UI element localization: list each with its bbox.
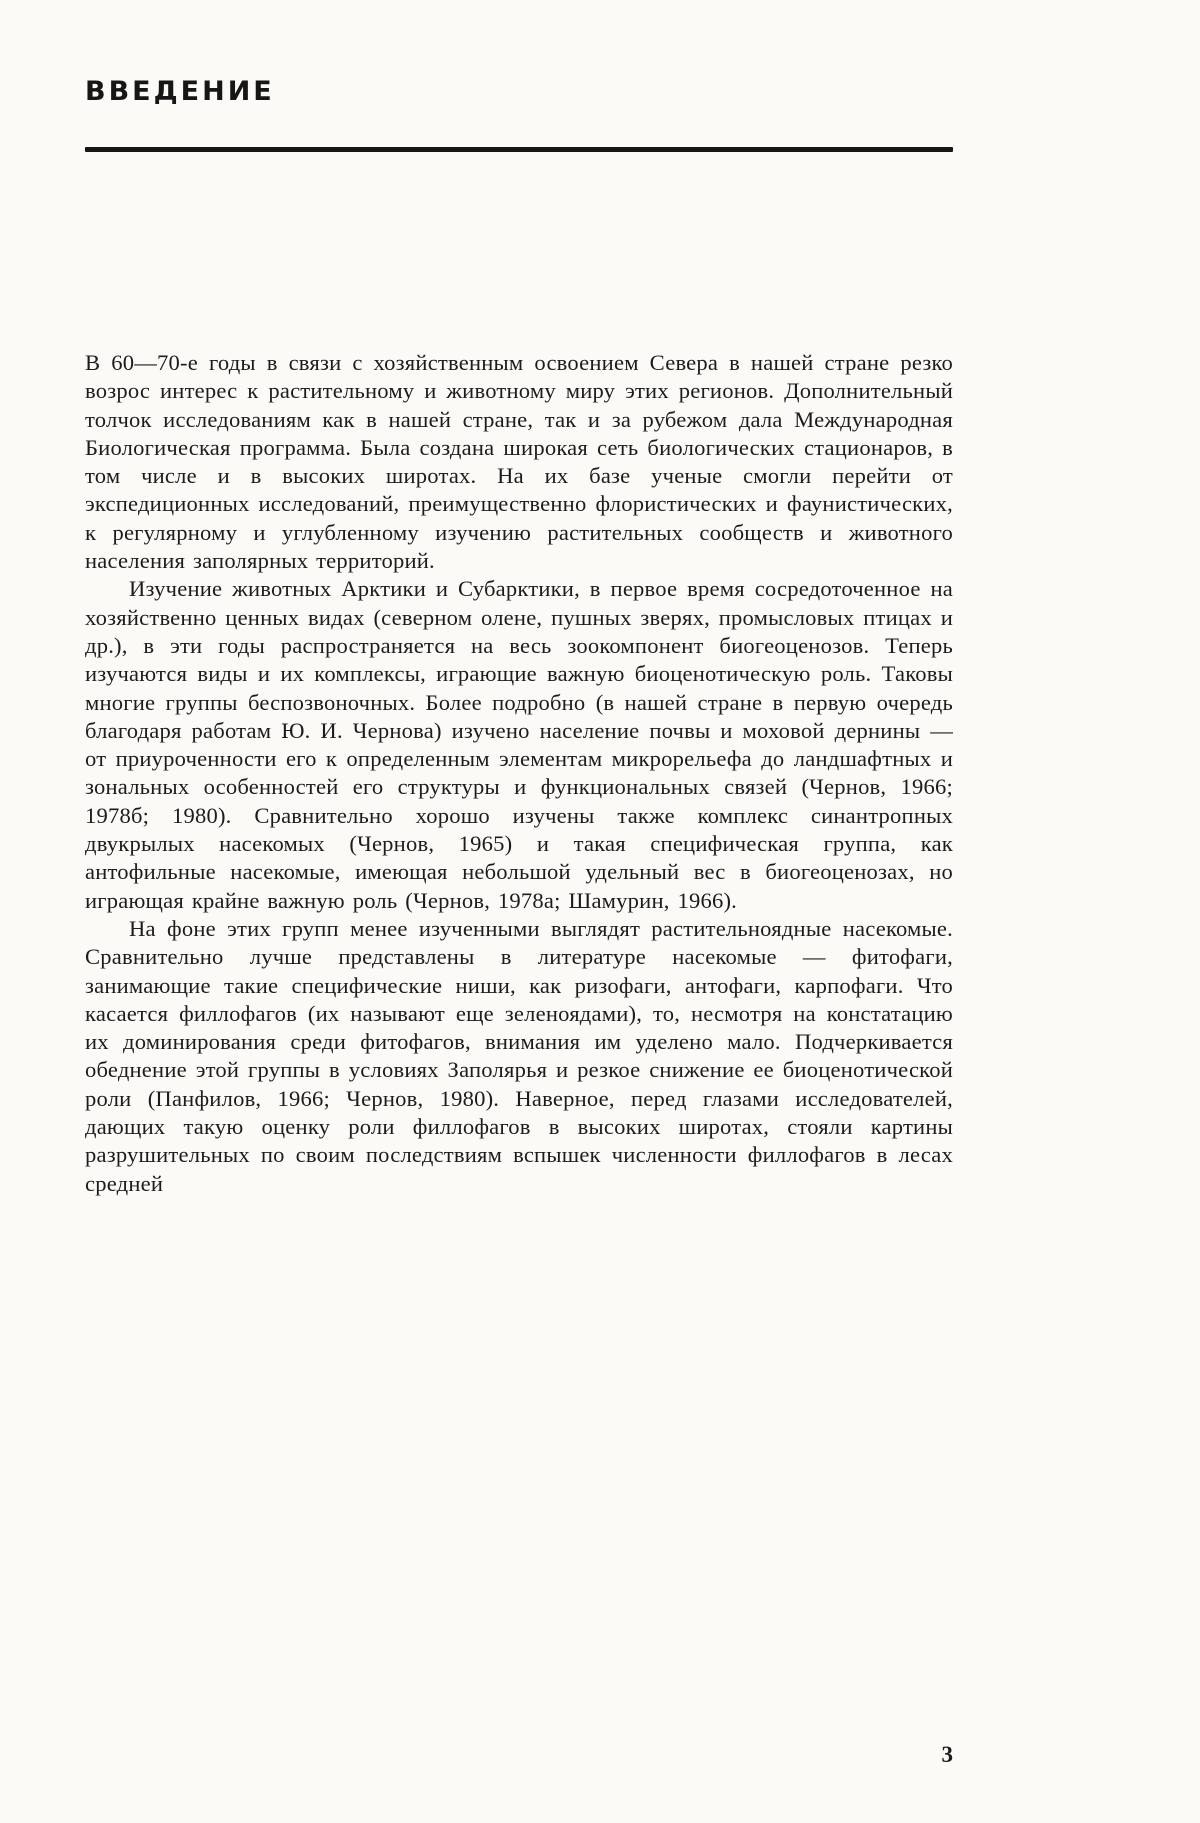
paragraph-3: На фоне этих групп менее изученными выглядят растительноядные насекомые. Сравнительно лучше представлены в литературе насекомые — фитофаги, занимающие такие специфические ниши, как ризофаги, антофаги, карпофаги. Что касается филлофагов (их называют еще зеленоядами), то, несмотря на констатацию их доминирования среди фитофагов, внимания им уделено мало. Подчеркивается обеднение этой группы в условиях Заполярья и резкое снижение ее биоценотической роли (Панфилов, 1966; Чернов, 1980). Наверное, перед глазами исследователей, дающих такую оценку роли филлофагов в высоких широтах, стояли картины разрушительных по своим последствиям вспышек численности филлофагов в лесах средней: [85, 915, 953, 1196]
body-text: [85, 349, 953, 1198]
heading-divider: [85, 147, 953, 152]
page-number: 3: [941, 1742, 953, 1767]
page-title: ВВЕДЕНИЕ: [85, 76, 275, 107]
content-column: [85, 76, 953, 1198]
paragraph-1: В 60—70-е годы в связи с хозяйственным освоением Севера в нашей стране резко возрос интерес к растительному и животному миру этих регионов. Дополнительный толчок исследованиям как в нашей стране, так и за рубежом дала Международная Биологическая программа. Была создана широкая сеть биологических стационаров, в том числе и в высоких широтах. На их базе ученые смогли перейти от экспедиционных исследований, преимущественно флористических и фаунистических, к регулярному и углубленному изучению растительных сообществ и животного населения заполярных территорий.: [85, 350, 953, 574]
paragraph-2: Изучение животных Арктики и Субарктики, в первое время сосредоточенное на хозяйственно ценных видах (северном олене, пушных зверях, промысловых птицах и др.), в эти годы распространяется на весь зоокомпонент биогеоценозов. Теперь изучаются виды и их комплексы, играющие важную биоценотическую роль. Таковы многие группы беспозвоночных. Более подробно (в нашей стране в первую очередь благодаря работам Ю. И. Чернова) изучено население почвы и моховой дернины — от приуроченности его к определенным элементам микрорельефа до ландшафтных и зональных особенностей его структуры и функциональных связей (Чернов, 1966; 1978б; 1980). Сравнительно хорошо изучены также комплекс синантропных двукрылых насекомых (Чернов, 1965) и такая специфическая группа, как антофильные насекомые, имеющая небольшой удельный вес в биогеоценозах, но играющая крайне важную роль (Чернов, 1978а; Шамурин, 1966).: [85, 576, 953, 913]
